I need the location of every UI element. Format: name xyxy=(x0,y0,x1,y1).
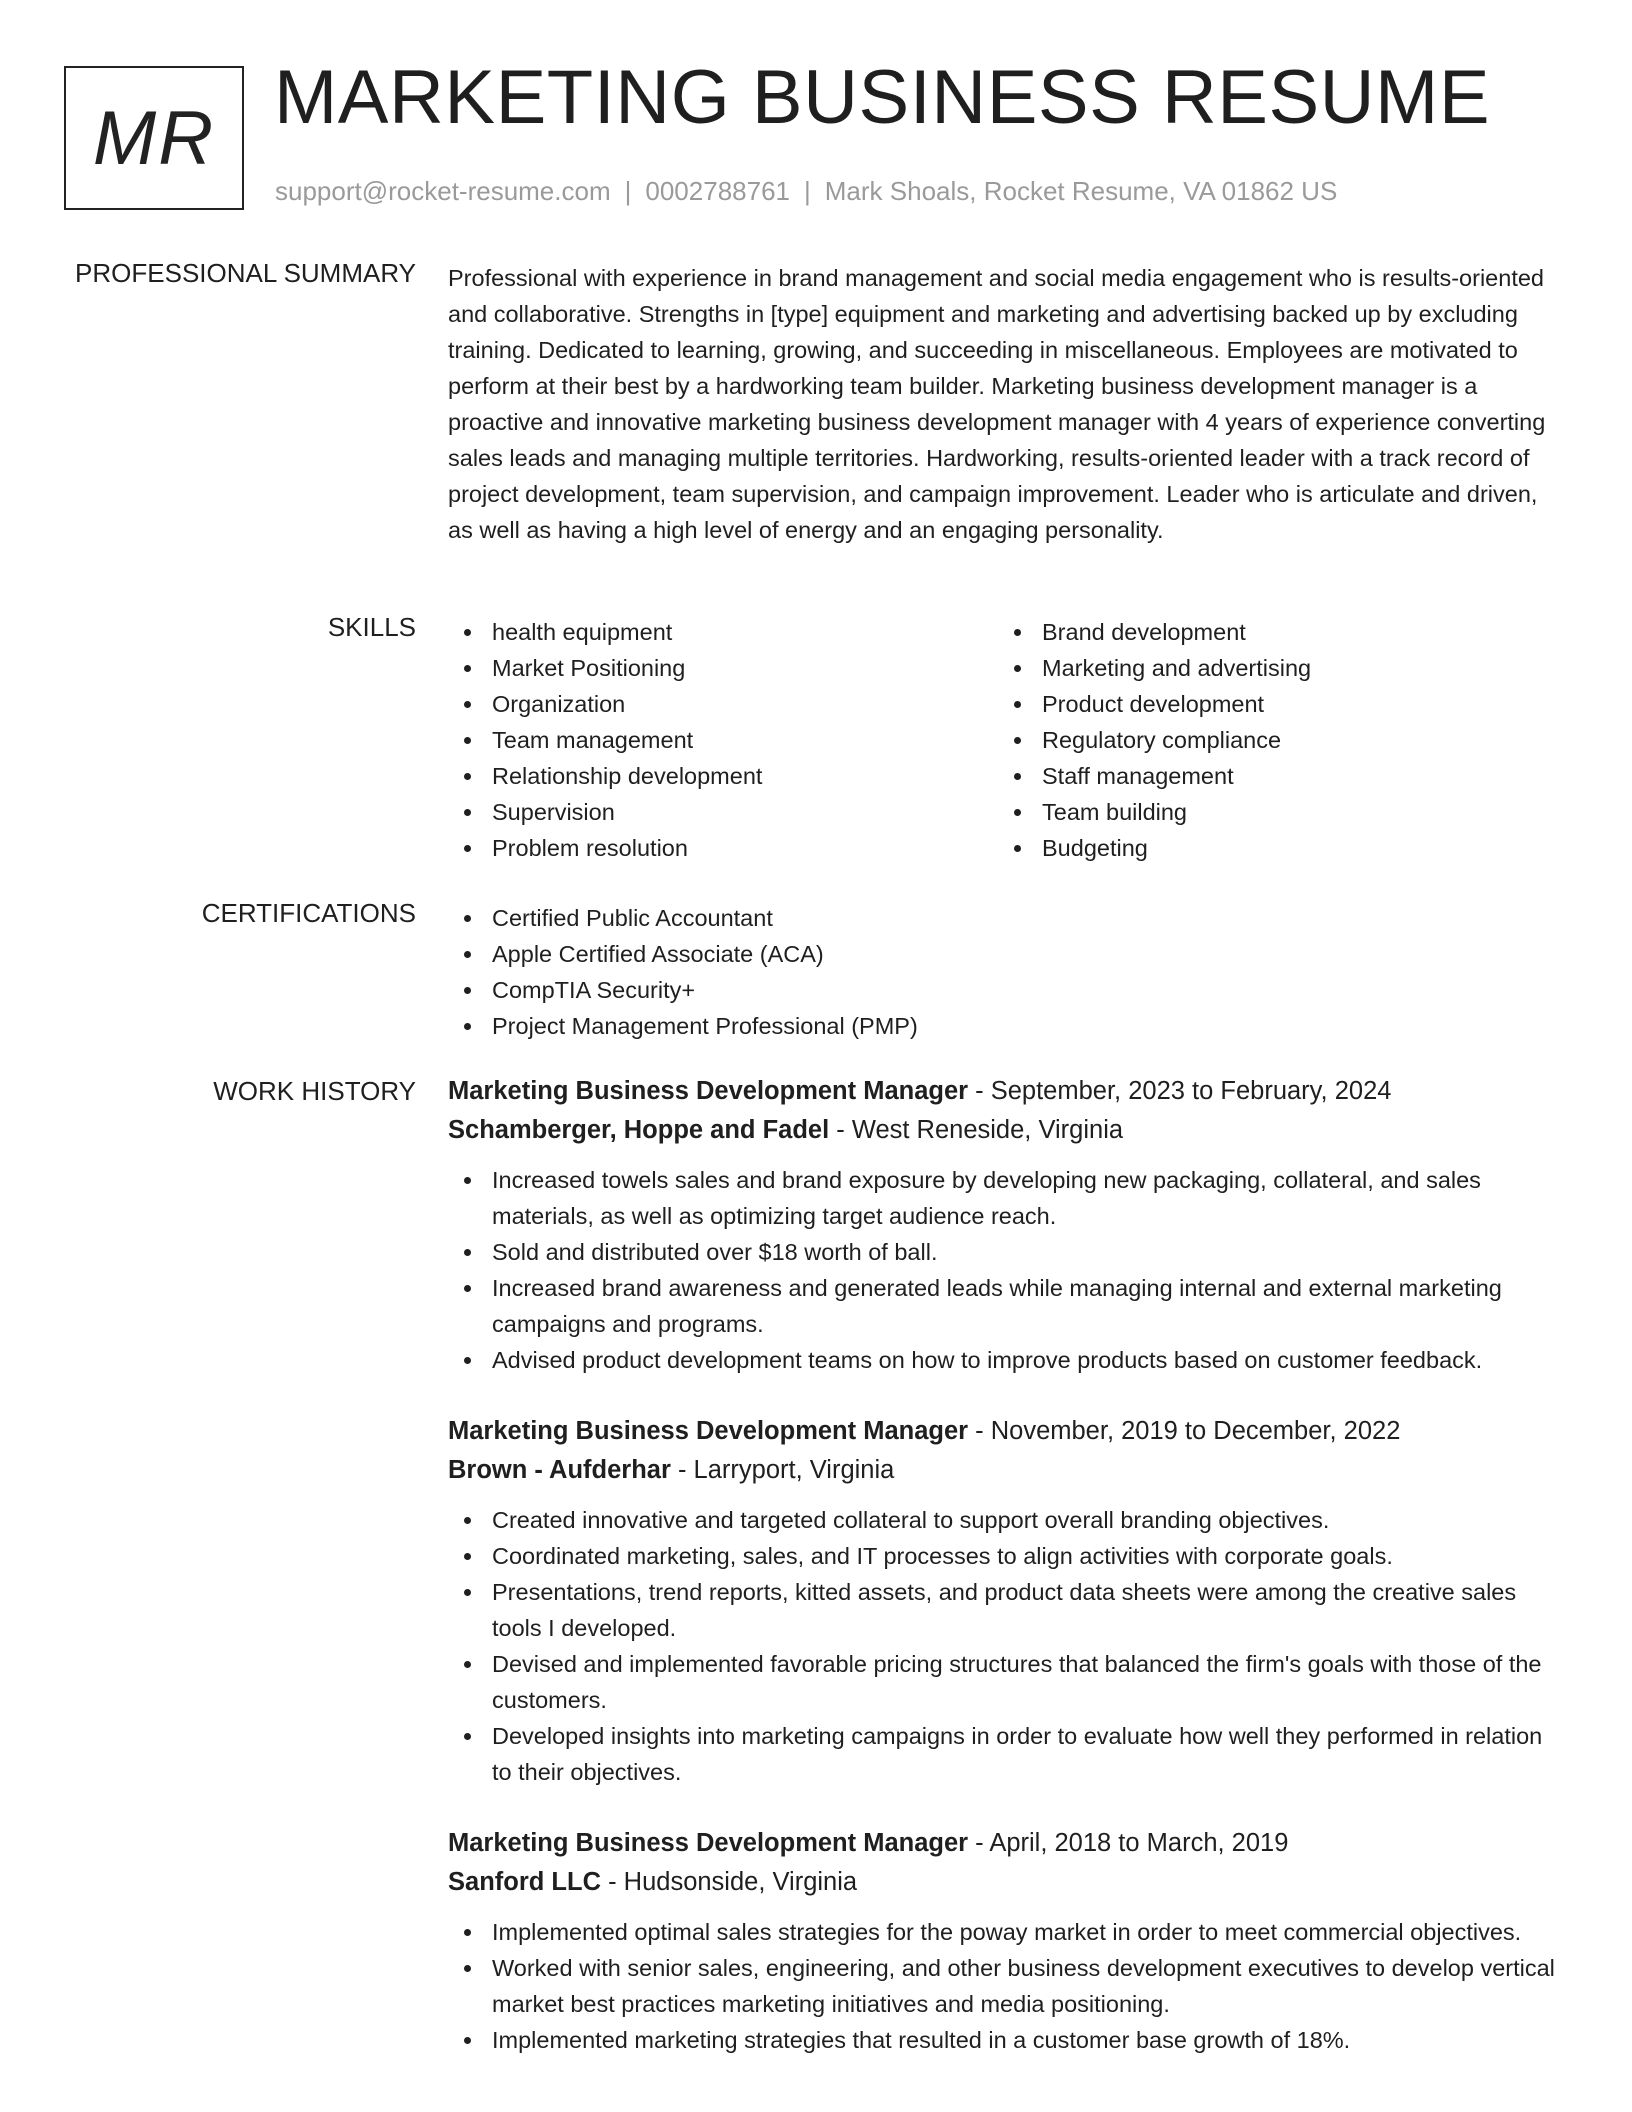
section-label-skills: SKILLS xyxy=(327,612,416,642)
job-dates: - November, 2019 to December, 2022 xyxy=(968,1417,1401,1445)
job-title: Marketing Business Development Manager xyxy=(448,1417,969,1445)
skill-item: Team management xyxy=(448,722,998,758)
job-company: Sanford LLC xyxy=(448,1868,601,1896)
job-entry xyxy=(448,1824,1568,2058)
skills-column-right xyxy=(998,614,1548,866)
job-dates: - September, 2023 to February, 2024 xyxy=(968,1077,1392,1105)
job-bullet: Worked with senior sales, engineering, and other business development executives to develop vertical market best practices marketing initiatives and media positioning. xyxy=(448,1950,1568,2022)
job-bullet: Developed insights into marketing campaigns in order to evaluate how well they performed in relation to their objectives. xyxy=(448,1718,1568,1790)
job-bullet: Increased brand awareness and generated leads while managing internal and external marketing campaigns and programs. xyxy=(448,1270,1568,1342)
job-bullet: Coordinated marketing, sales, and IT processes to align activities with corporate goals. xyxy=(448,1538,1568,1574)
job-bullet: Implemented marketing strategies that resulted in a customer base growth of 18%. xyxy=(448,2022,1568,2058)
job-company-line xyxy=(448,1451,1568,1490)
job-company: Schamberger, Hoppe and Fadel xyxy=(448,1116,830,1144)
skill-item: Relationship development xyxy=(448,758,998,794)
section-label-work-history: WORK HISTORY xyxy=(213,1076,416,1106)
job-title-line xyxy=(448,1824,1568,1863)
summary-text: Professional with experience in brand management and social media engagement who is results-oriented and collaborative. Strengths in [type] equipment and marketing and advertising backed up by excluding training. Dedicated to learning, growing, and succeeding in miscellaneous. Employees are motivated to perform at their best by a hardworking team builder. Marketing business development manager is a proactive and innovative marketing business development manager with 4 years of experience converting sales leads and managing multiple territories. Hardworking, results-oriented leader with a track record of project development, team supervision, and campaign improvement. Leader who is articulate and driven, as well as having a high level of energy and an engaging personality. xyxy=(448,265,1546,543)
skill-item: Supervision xyxy=(448,794,998,830)
skill-item: Budgeting xyxy=(998,830,1548,866)
contact-address: Mark Shoals, Rocket Resume, VA 01862 US xyxy=(824,176,1338,206)
job-entry xyxy=(448,1072,1568,1378)
contact-email: support@rocket-resume.com xyxy=(275,176,611,206)
job-bullets xyxy=(448,1162,1568,1378)
job-bullet: Increased towels sales and brand exposure by developing new packaging, collateral, and sales materials, as well as optimizing target audience reach. xyxy=(448,1162,1568,1234)
job-title: Marketing Business Development Manager xyxy=(448,1077,969,1105)
certification-item: CompTIA Security+ xyxy=(448,972,1568,1008)
contact-separator: | xyxy=(624,176,632,206)
job-bullets xyxy=(448,1914,1568,2058)
certification-item: Certified Public Accountant xyxy=(448,900,1568,936)
job-bullet: Created innovative and targeted collateral to support overall branding objectives. xyxy=(448,1502,1568,1538)
job-title-line xyxy=(448,1072,1568,1111)
monogram-initials: MR xyxy=(92,95,216,181)
job-location: - Hudsonside, Virginia xyxy=(601,1868,858,1896)
job-company: Brown - Aufderhar xyxy=(448,1456,671,1484)
certification-item: Project Management Professional (PMP) xyxy=(448,1008,1568,1044)
skill-item: Team building xyxy=(998,794,1548,830)
certifications-list xyxy=(448,900,1568,1044)
job-location: - West Reneside, Virginia xyxy=(829,1116,1124,1144)
job-entry xyxy=(448,1412,1568,1790)
job-bullet: Advised product development teams on how to improve products based on customer feedback. xyxy=(448,1342,1568,1378)
skill-item: health equipment xyxy=(448,614,998,650)
section-label-certifications: CERTIFICATIONS xyxy=(201,898,416,928)
monogram-box xyxy=(64,66,244,210)
contact-separator: | xyxy=(804,176,811,206)
skill-item: Brand development xyxy=(998,614,1548,650)
contact-line xyxy=(275,176,1337,207)
skill-item: Problem resolution xyxy=(448,830,998,866)
job-location: - Larryport, Virginia xyxy=(670,1456,895,1484)
skill-item: Product development xyxy=(998,686,1548,722)
resume-title: MARKETING BUSINESS RESUME xyxy=(274,55,1491,140)
skill-item: Staff management xyxy=(998,758,1548,794)
section-label-summary: PROFESSIONAL SUMMARY xyxy=(75,258,416,288)
job-company-line xyxy=(448,1111,1568,1150)
job-bullet: Presentations, trend reports, kitted assets, and product data sheets were among the creative sales tools I developed. xyxy=(448,1574,1568,1646)
job-company-line xyxy=(448,1863,1568,1902)
job-bullets xyxy=(448,1502,1568,1790)
skill-item: Organization xyxy=(448,686,998,722)
skill-item: Regulatory compliance xyxy=(998,722,1548,758)
job-bullet: Implemented optimal sales strategies for the poway market in order to meet commercial objectives. xyxy=(448,1914,1568,1950)
job-title-line xyxy=(448,1412,1568,1451)
job-title: Marketing Business Development Manager xyxy=(448,1829,969,1857)
job-dates: - April, 2018 to March, 2019 xyxy=(968,1829,1289,1857)
contact-phone: 0002788761 xyxy=(645,176,790,206)
job-bullet: Devised and implemented favorable pricing structures that balanced the firm's goals with those of the customers. xyxy=(448,1646,1568,1718)
skills-column-left xyxy=(448,614,998,866)
skills-list xyxy=(448,614,1568,866)
certification-item: Apple Certified Associate (ACA) xyxy=(448,936,1568,972)
job-bullet: Sold and distributed over $18 worth of ball. xyxy=(448,1234,1568,1270)
skill-item: Marketing and advertising xyxy=(998,650,1548,686)
skill-item: Market Positioning xyxy=(448,650,998,686)
